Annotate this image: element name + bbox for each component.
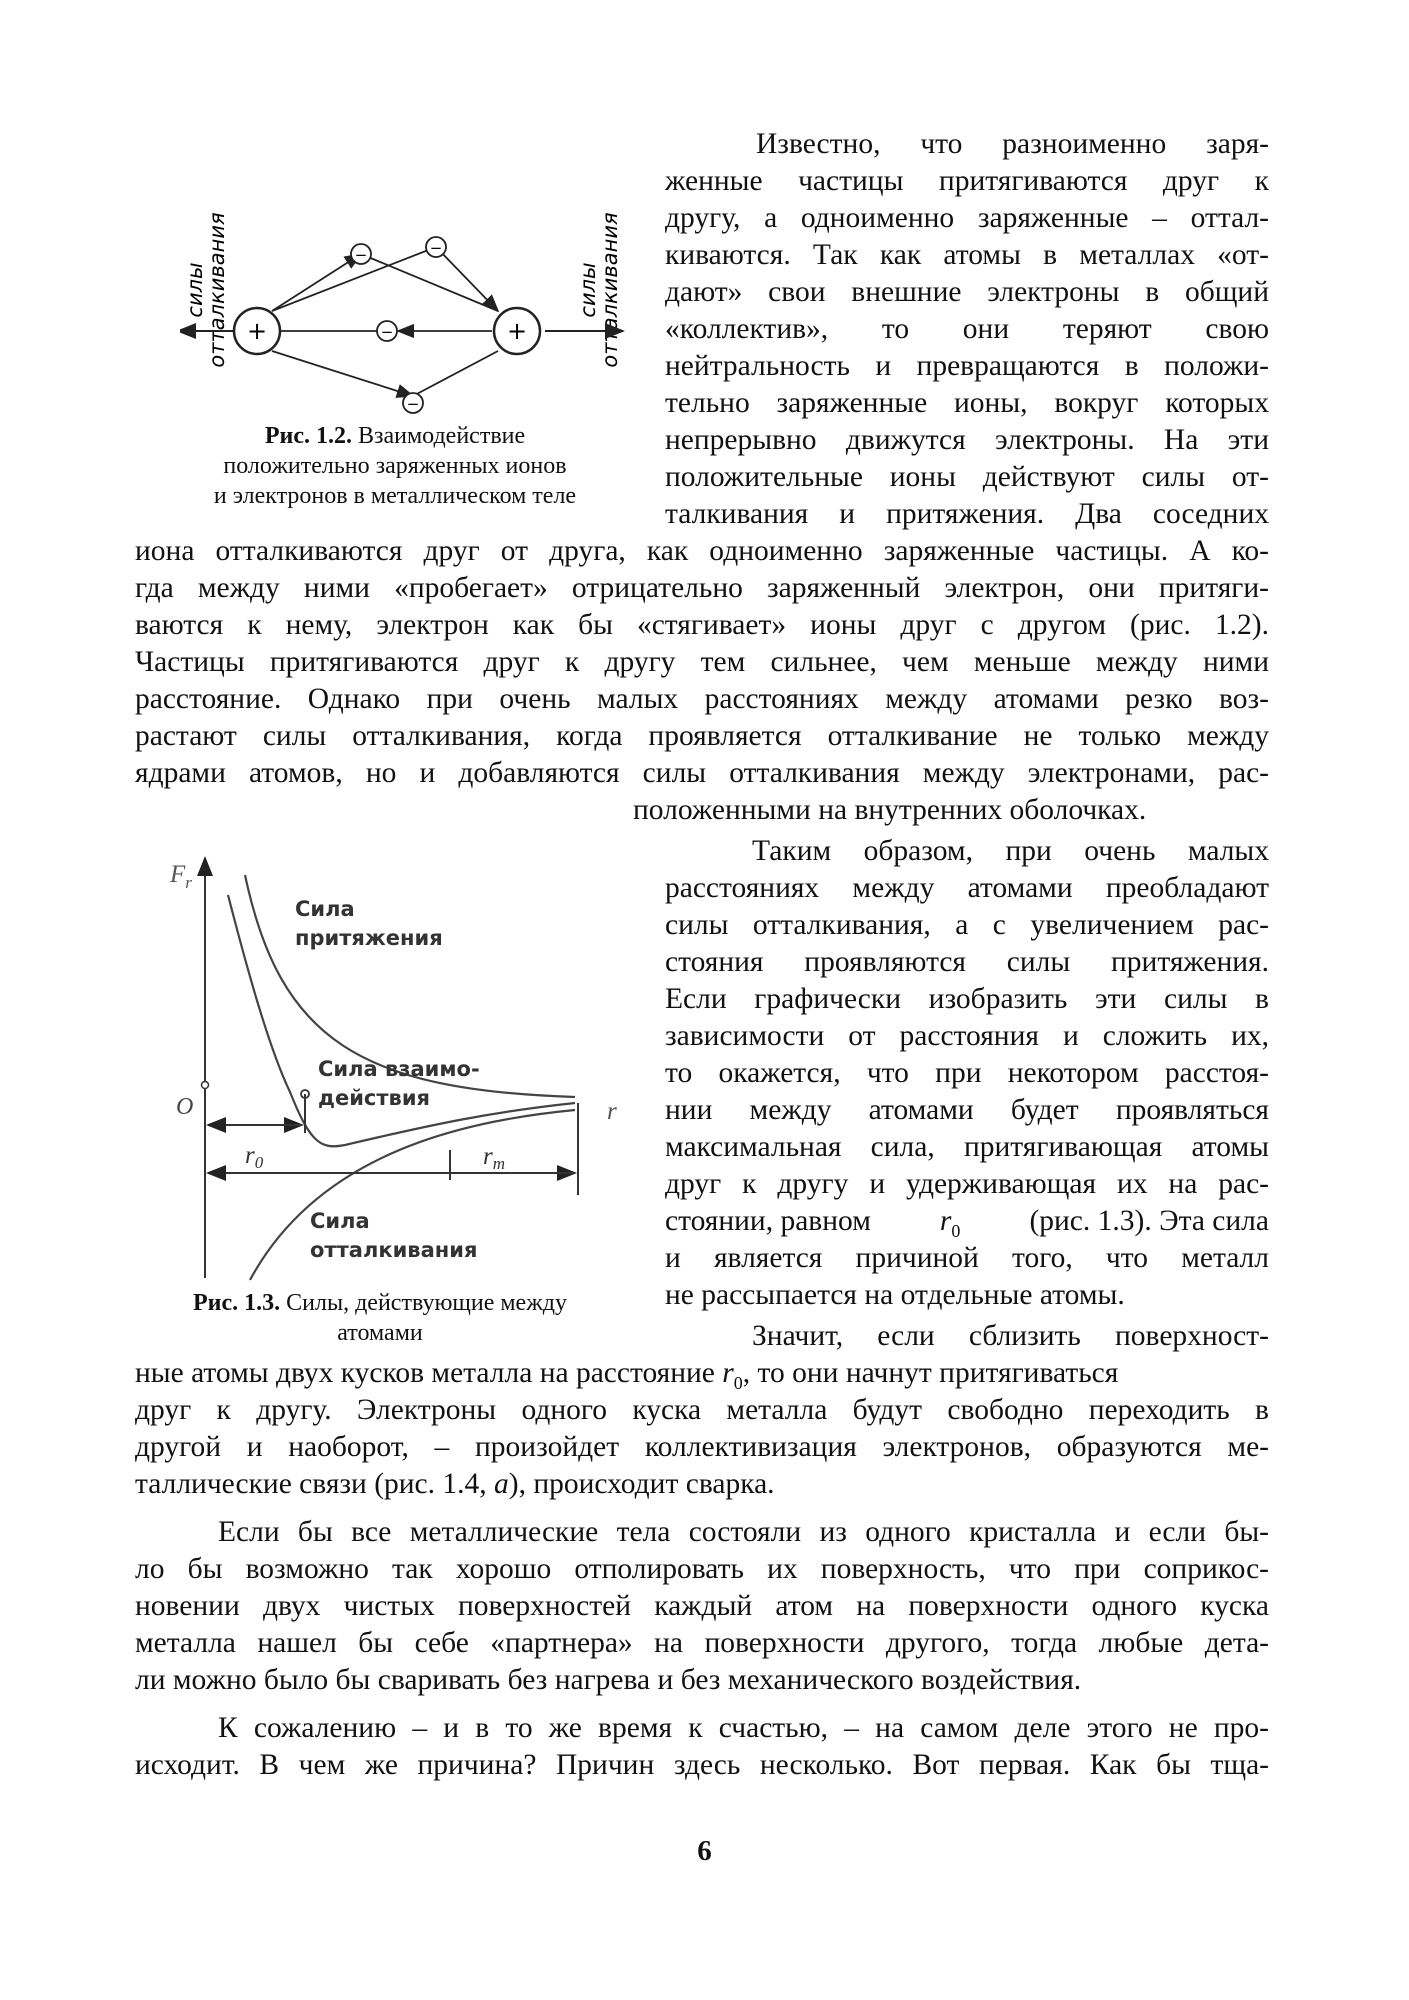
svg-text:Сила: Сила (295, 897, 355, 921)
ion-right (494, 308, 540, 354)
x-axis-label: r (607, 1098, 617, 1125)
svg-text:действия: действия (318, 1086, 431, 1110)
repulsion-label (310, 1209, 477, 1262)
svg-text:+: + (246, 317, 268, 345)
svg-text:−: − (406, 395, 420, 413)
figure-1-3 (170, 850, 630, 1300)
svg-text:−: − (429, 239, 443, 257)
svg-text:отталкивания: отталкивания (205, 212, 229, 368)
rm-label: $r_m$ (483, 1143, 506, 1173)
electron-upper-right (426, 237, 446, 257)
y-axis-label: $F_r$ (170, 861, 192, 892)
figure-1-3-caption: Рис. 1.3. Силы, действующие между атомами (193, 1290, 567, 1346)
svg-text:−: − (380, 323, 394, 341)
ion-left (234, 308, 280, 354)
figure-1-2 (180, 150, 640, 425)
svg-text:силы: силы (183, 262, 207, 318)
left-repulsion-label (183, 212, 229, 367)
r0-label: $r_0$ (245, 1142, 264, 1172)
page-number: 6 (697, 1835, 712, 1867)
svg-text:Сила: Сила (310, 1209, 370, 1233)
svg-text:силы: силы (576, 262, 600, 318)
figure-1-2-caption: Рис. 1.2. Взаимодействие положительно заряженных ионов и электронов в металлическом теле (213, 423, 577, 509)
electron-upper-left (351, 244, 371, 264)
svg-text:отталкивания: отталкивания (310, 1238, 478, 1262)
svg-text:притяжения: притяжения (295, 926, 443, 950)
electron-lower (403, 393, 423, 413)
svg-text:отталкивания: отталкивания (598, 212, 622, 368)
svg-text:−: − (354, 246, 368, 264)
attraction-label (295, 897, 443, 950)
origin-label: O (176, 1094, 194, 1120)
interaction-label (318, 1057, 480, 1110)
svg-text:+: + (506, 317, 528, 345)
electron-middle (377, 321, 397, 341)
right-repulsion-label (576, 212, 622, 367)
svg-text:Сила взаимо-: Сила взаимо- (318, 1057, 480, 1081)
page: силы отталкивания силы отталкивания + + − − − − Рис. 1.2. Взаимодействие положительно заряженных ионов и электронов в металлическом теле $F_r$ O r $r_0$ $r_m$ Сила притяжения Сила взаимо- действия Сила отталкивания Рис. 1.3. Силы, действующие между атомами Известно, что разноименно заря- женные частицы притягиваются друг к другу, а одноименно заряженные – оттал- киваются. Так как атомы в металлах «от- дают» свои внешние электроны в общий «коллектив», то они теряют свою нейтральность и превращаются в положи- тельно заряженные ионы, вокруг которых непрерывно движутся электроны. На эти положительные ионы действуют силы от- талкивания и притяжения. Два соседних иона отталкиваются друг от друга, как одноименно заряженные частицы. А ко- гда между ними «пробегает» отрицательно заряженный электрон, они притяги- ваются к нему, электрон как бы «стягивает» ионы друг с другом (рис. 1.2). Частицы притягиваются друг к другу тем сильнее, чем меньше между ними расстояние. Однако при очень малых расстояниях между атомами резко воз- растают силы отталкивания, когда проявляется отталкивание не только между ядрами атомов, но и добавляются силы отталкивания между электронами, рас- положенными на внутренних оболочках. Таким образом, при очень малых расстояниях между атомами преобладают силы отталкивания, а с увеличением рас- стояния проявляются силы притяжения. Если графически изобразить эти силы в зависимости от расстояния и сложить их, то окажется, что при некотором расстоя- нии между атомами будет проявляться максимальная сила, притягивающая атомы друг к другу и удерживающая их на рас- стоянии, равном $r_0$ (рис. 1.3). Эта сила и является причиной того, что металл не рассыпается на отдельные атомы. Значит, если сблизить поверхност- ные атомы двух кусков металла на расстояние $r_0$, то они начнут притягиваться друг к другу. Электроны одного куска металла будут свободно переходить в другой и наоборот, – произойдет коллективизация электронов, образуются ме- таллические связи (рис. 1.4, а), происходит сварка. Если бы все металлические тела состояли из одного кристалла и если бы- ло бы возможно так хорошо отполировать их поверхность, что при соприкос- новении двух чистых поверхностей каждый атом на поверхности одного куска металла нашел бы себе «партнера» на поверхности другого, тогда любые дета- ли можно было бы сваривать без нагрева и без механического воздействия. К сожалению – и в то же время к счастью, – на самом деле этого не про- исходит. В чем же причина? Причин здесь несколько. Вот первая. Как бы тща- 6 (0, 0, 1409, 2000)
